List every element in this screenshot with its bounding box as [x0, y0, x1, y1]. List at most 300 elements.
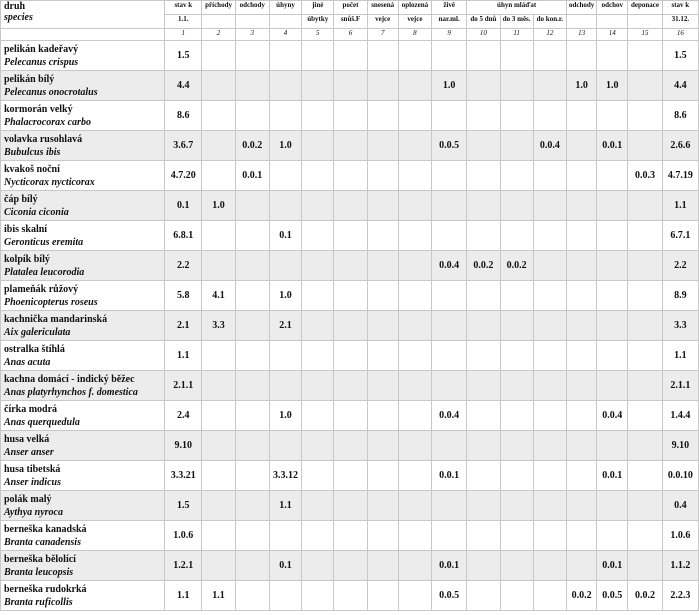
value-cell-col-13 — [566, 491, 596, 521]
value-cell-col-7 — [367, 41, 398, 71]
value-cell-col-2: 4.1 — [202, 281, 235, 311]
column-number-5: 5 — [302, 29, 334, 41]
value-cell-col-14 — [597, 101, 628, 131]
species-name-lat: Branta leucopsis — [4, 566, 74, 578]
value-cell-col-3 — [235, 521, 269, 551]
value-cell-col-9: 0.0.1 — [432, 551, 467, 581]
column-subheader-15 — [628, 15, 662, 29]
species-name-lat: Aythya nyroca — [4, 506, 63, 518]
value-cell-col-13 — [566, 371, 596, 401]
column-number-4: 4 — [269, 29, 301, 41]
table-row — [1, 551, 699, 581]
value-cell-col-7 — [367, 281, 398, 311]
value-cell-col-16: 4.7.19 — [662, 161, 698, 191]
value-cell-col-12 — [533, 71, 566, 101]
species-name-lat: Anas acuta — [4, 356, 51, 368]
value-cell-col-9: 0.0.5 — [432, 131, 467, 161]
value-cell-col-7 — [367, 131, 398, 161]
value-cell-col-5 — [302, 551, 334, 581]
value-cell-col-8 — [398, 371, 431, 401]
table-row — [1, 401, 699, 431]
value-cell-col-3 — [235, 581, 269, 611]
value-cell-col-9: 0.0.1 — [432, 461, 467, 491]
value-cell-col-8 — [398, 401, 431, 431]
column-number-13: 13 — [566, 29, 596, 41]
value-cell-col-9 — [432, 431, 467, 461]
value-cell-col-10 — [467, 41, 500, 71]
value-cell-col-11 — [500, 371, 533, 401]
value-cell-col-12 — [533, 431, 566, 461]
value-cell-col-5 — [302, 461, 334, 491]
value-cell-col-3 — [235, 221, 269, 251]
value-cell-col-14: 0.0.5 — [597, 581, 628, 611]
value-cell-col-9: 0.0.5 — [432, 581, 467, 611]
value-cell-col-12 — [533, 491, 566, 521]
value-cell-col-10 — [467, 311, 500, 341]
value-cell-col-13 — [566, 101, 596, 131]
value-cell-col-6 — [334, 491, 367, 521]
value-cell-col-6 — [334, 161, 367, 191]
value-cell-col-15 — [628, 311, 662, 341]
value-cell-col-13 — [566, 41, 596, 71]
value-cell-col-16: 4.4 — [662, 71, 698, 101]
value-cell-col-9 — [432, 221, 467, 251]
value-cell-col-14: 0.0.1 — [597, 131, 628, 161]
value-cell-col-4: 0.1 — [269, 551, 301, 581]
value-cell-col-16: 1.4.4 — [662, 401, 698, 431]
value-cell-col-8 — [398, 131, 431, 161]
species-name-lat: Anas platyrhynchos f. domestica — [4, 386, 138, 398]
species-name-cz: husa velká — [4, 433, 50, 445]
value-cell-col-8 — [398, 281, 431, 311]
value-cell-col-13 — [566, 191, 596, 221]
value-cell-col-5 — [302, 161, 334, 191]
value-cell-col-11 — [500, 311, 533, 341]
value-cell-col-12 — [533, 191, 566, 221]
value-cell-col-15 — [628, 521, 662, 551]
value-cell-col-4 — [269, 521, 301, 551]
value-cell-col-1: 3.3.21 — [165, 461, 202, 491]
table-row — [1, 311, 699, 341]
value-cell-col-2 — [202, 461, 235, 491]
value-cell-col-13 — [566, 521, 596, 551]
species-name-cz: kachnička mandarinská — [4, 313, 108, 325]
table-row — [1, 71, 699, 101]
species-name-lat: Pelecanus crispus — [4, 56, 79, 68]
value-cell-col-1: 1.5 — [165, 491, 202, 521]
value-cell-col-6 — [334, 461, 367, 491]
table-row — [1, 341, 699, 371]
value-cell-col-6 — [334, 221, 367, 251]
value-cell-col-3 — [235, 371, 269, 401]
value-cell-col-13 — [566, 311, 596, 341]
value-cell-col-14: 0.0.1 — [597, 461, 628, 491]
value-cell-col-16: 8.6 — [662, 101, 698, 131]
value-cell-col-9 — [432, 521, 467, 551]
value-cell-col-1: 6.8.1 — [165, 221, 202, 251]
value-cell-col-1: 1.5 — [165, 41, 202, 71]
value-cell-col-14 — [597, 371, 628, 401]
value-cell-col-5 — [302, 341, 334, 371]
species-cell — [1, 341, 165, 371]
value-cell-col-5 — [302, 101, 334, 131]
value-cell-col-16: 3.3 — [662, 311, 698, 341]
value-cell-col-9 — [432, 41, 467, 71]
species-header — [1, 1, 165, 29]
value-cell-col-10 — [467, 461, 500, 491]
value-cell-col-10: 0.0.2 — [467, 251, 500, 281]
value-cell-col-5 — [302, 71, 334, 101]
value-cell-col-15 — [628, 281, 662, 311]
value-cell-col-12 — [533, 581, 566, 611]
value-cell-col-10 — [467, 401, 500, 431]
value-cell-col-14 — [597, 491, 628, 521]
column-header-15: deponace — [628, 1, 662, 15]
column-header-5: jiné — [302, 1, 334, 15]
column-subheader-5: úbytky — [302, 15, 334, 29]
value-cell-col-6 — [334, 251, 367, 281]
value-cell-col-5 — [302, 191, 334, 221]
column-number-10: 10 — [467, 29, 500, 41]
value-cell-col-9 — [432, 341, 467, 371]
value-cell-col-5 — [302, 131, 334, 161]
column-subheader-7: vejce — [367, 15, 398, 29]
species-name-cz: kvakoš noční — [4, 163, 60, 175]
species-name-cz: kolpík bílý — [4, 253, 50, 265]
value-cell-col-9: 1.0 — [432, 71, 467, 101]
value-cell-col-5 — [302, 431, 334, 461]
value-cell-col-15: 0.0.2 — [628, 581, 662, 611]
column-subheader-10: do 5 dnů — [467, 15, 500, 29]
species-cell — [1, 281, 165, 311]
species-name-cz: čáp bílý — [4, 193, 38, 205]
value-cell-col-10 — [467, 101, 500, 131]
value-cell-col-11 — [500, 221, 533, 251]
species-name-lat: Bubulcus ibis — [4, 146, 61, 158]
value-cell-col-16: 1.1 — [662, 191, 698, 221]
species-name-cz: kachna domácí - indický běžec — [4, 373, 135, 385]
table-body — [1, 41, 699, 611]
value-cell-col-1: 3.6.7 — [165, 131, 202, 161]
value-cell-col-12 — [533, 371, 566, 401]
value-cell-col-6 — [334, 581, 367, 611]
column-number-9: 9 — [432, 29, 467, 41]
value-cell-col-7 — [367, 311, 398, 341]
species-name-cz: husa tibetská — [4, 463, 61, 475]
value-cell-col-13 — [566, 131, 596, 161]
species-header-lat: species — [4, 12, 33, 23]
value-cell-col-7 — [367, 341, 398, 371]
value-cell-col-3 — [235, 311, 269, 341]
value-cell-col-6 — [334, 371, 367, 401]
value-cell-col-4 — [269, 431, 301, 461]
table-row — [1, 281, 699, 311]
value-cell-col-1: 1.1 — [165, 581, 202, 611]
value-cell-col-8 — [398, 221, 431, 251]
species-cell — [1, 101, 165, 131]
species-cell — [1, 491, 165, 521]
species-name-cz: kormorán velký — [4, 103, 73, 115]
species-name-cz: ostralka štíhlá — [4, 343, 65, 355]
value-cell-col-1: 2.2 — [165, 251, 202, 281]
value-cell-col-9 — [432, 281, 467, 311]
value-cell-col-4: 2.1 — [269, 311, 301, 341]
value-cell-col-2 — [202, 401, 235, 431]
column-header-14: odchov — [597, 1, 628, 15]
value-cell-col-4: 3.3.12 — [269, 461, 301, 491]
value-cell-col-2: 1.0 — [202, 191, 235, 221]
species-name-lat: Nycticorax nycticorax — [4, 176, 95, 188]
value-cell-col-11 — [500, 491, 533, 521]
value-cell-col-9 — [432, 191, 467, 221]
value-cell-col-13 — [566, 461, 596, 491]
species-name-lat: Branta canadensis — [4, 536, 81, 548]
value-cell-col-12 — [533, 401, 566, 431]
species-cell — [1, 131, 165, 161]
value-cell-col-16: 1.5 — [662, 41, 698, 71]
value-cell-col-14 — [597, 311, 628, 341]
value-cell-col-14: 0.0.4 — [597, 401, 628, 431]
value-cell-col-6 — [334, 551, 367, 581]
value-cell-col-16: 0.0.10 — [662, 461, 698, 491]
species-name-cz: pelikán kadeřavý — [4, 43, 79, 55]
value-cell-col-15 — [628, 71, 662, 101]
value-cell-col-10 — [467, 581, 500, 611]
value-cell-col-5 — [302, 221, 334, 251]
value-cell-col-1: 4.4 — [165, 71, 202, 101]
column-number-6: 6 — [334, 29, 367, 41]
value-cell-col-11 — [500, 191, 533, 221]
column-header-1: stav k — [165, 1, 202, 15]
value-cell-col-11 — [500, 581, 533, 611]
value-cell-col-4 — [269, 191, 301, 221]
species-name-cz: plameňák růžový — [4, 283, 79, 295]
value-cell-col-11 — [500, 521, 533, 551]
species-cell — [1, 161, 165, 191]
value-cell-col-2 — [202, 551, 235, 581]
column-subheader-14 — [597, 15, 628, 29]
value-cell-col-1: 2.1 — [165, 311, 202, 341]
value-cell-col-1: 1.2.1 — [165, 551, 202, 581]
species-name-lat: Platalea leucorodia — [4, 266, 85, 278]
value-cell-col-14: 1.0 — [597, 71, 628, 101]
table-row — [1, 101, 699, 131]
value-cell-col-3 — [235, 41, 269, 71]
value-cell-col-14 — [597, 341, 628, 371]
value-cell-col-10 — [467, 191, 500, 221]
species-name-lat: Anser anser — [4, 446, 54, 458]
value-cell-col-16: 1.1 — [662, 341, 698, 371]
value-cell-col-3 — [235, 461, 269, 491]
value-cell-col-2: 1.1 — [202, 581, 235, 611]
value-cell-col-4: 1.0 — [269, 401, 301, 431]
column-subheader-2 — [202, 15, 235, 29]
column-subheader-11: do 3 měs. — [500, 15, 533, 29]
value-cell-col-2 — [202, 521, 235, 551]
value-cell-col-8 — [398, 191, 431, 221]
column-subheader-1: 1.1. — [165, 15, 202, 29]
group-header-mortality: úhyn mláďat — [467, 1, 567, 15]
column-subheader-8: vejce — [398, 15, 431, 29]
value-cell-col-3 — [235, 551, 269, 581]
species-name-cz: ibis skalní — [4, 223, 48, 235]
column-subheader-12: do kon.r. — [533, 15, 566, 29]
value-cell-col-6 — [334, 131, 367, 161]
value-cell-col-15 — [628, 401, 662, 431]
value-cell-col-5 — [302, 371, 334, 401]
species-cell — [1, 221, 165, 251]
value-cell-col-8 — [398, 551, 431, 581]
value-cell-col-7 — [367, 401, 398, 431]
value-cell-col-1: 5.8 — [165, 281, 202, 311]
value-cell-col-7 — [367, 101, 398, 131]
species-name-lat: Anas querquedula — [4, 416, 80, 428]
value-cell-col-6 — [334, 101, 367, 131]
column-subheader-13 — [566, 15, 596, 29]
value-cell-col-9 — [432, 311, 467, 341]
species-cell — [1, 401, 165, 431]
column-number-blank — [1, 29, 165, 41]
value-cell-col-12 — [533, 521, 566, 551]
value-cell-col-8 — [398, 311, 431, 341]
species-cell — [1, 551, 165, 581]
table-row — [1, 371, 699, 401]
value-cell-col-15 — [628, 491, 662, 521]
column-number-12: 12 — [533, 29, 566, 41]
value-cell-col-11 — [500, 551, 533, 581]
species-name-cz: berneška kanadská — [4, 523, 87, 535]
column-number-2: 2 — [202, 29, 235, 41]
column-subheader-3 — [235, 15, 269, 29]
column-subheader-6: snůš.F — [334, 15, 367, 29]
value-cell-col-15 — [628, 461, 662, 491]
value-cell-col-15 — [628, 341, 662, 371]
species-cell — [1, 461, 165, 491]
species-name-lat: Branta ruficollis — [4, 596, 73, 608]
value-cell-col-15 — [628, 41, 662, 71]
value-cell-col-16: 1.0.6 — [662, 521, 698, 551]
value-cell-col-16: 9.10 — [662, 431, 698, 461]
value-cell-col-2 — [202, 251, 235, 281]
value-cell-col-10 — [467, 71, 500, 101]
column-number-1: 1 — [165, 29, 202, 41]
value-cell-col-11 — [500, 41, 533, 71]
species-name-lat: Phoenicopterus roseus — [4, 296, 98, 308]
value-cell-col-10 — [467, 281, 500, 311]
value-cell-col-8 — [398, 71, 431, 101]
value-cell-col-2 — [202, 491, 235, 521]
value-cell-col-4: 0.1 — [269, 221, 301, 251]
value-cell-col-10 — [467, 161, 500, 191]
value-cell-col-6 — [334, 311, 367, 341]
value-cell-col-4 — [269, 251, 301, 281]
value-cell-col-7 — [367, 71, 398, 101]
value-cell-col-12 — [533, 161, 566, 191]
value-cell-col-12 — [533, 551, 566, 581]
value-cell-col-7 — [367, 371, 398, 401]
value-cell-col-13 — [566, 401, 596, 431]
value-cell-col-14 — [597, 251, 628, 281]
column-header-8: oplozená — [398, 1, 431, 15]
value-cell-col-11 — [500, 401, 533, 431]
species-cell — [1, 371, 165, 401]
column-subheader-9: nar.ml. — [432, 15, 467, 29]
value-cell-col-16: 0.4 — [662, 491, 698, 521]
value-cell-col-8 — [398, 461, 431, 491]
value-cell-col-2 — [202, 341, 235, 371]
value-cell-col-4: 1.0 — [269, 281, 301, 311]
value-cell-col-5 — [302, 581, 334, 611]
value-cell-col-11 — [500, 161, 533, 191]
value-cell-col-8 — [398, 161, 431, 191]
value-cell-col-2 — [202, 41, 235, 71]
value-cell-col-12 — [533, 341, 566, 371]
column-header-2: příchody — [202, 1, 235, 15]
value-cell-col-7 — [367, 581, 398, 611]
value-cell-col-8 — [398, 101, 431, 131]
value-cell-col-2 — [202, 371, 235, 401]
table-row — [1, 491, 699, 521]
value-cell-col-13 — [566, 551, 596, 581]
column-header-6: počet — [334, 1, 367, 15]
value-cell-col-5 — [302, 311, 334, 341]
value-cell-col-3 — [235, 101, 269, 131]
value-cell-col-11 — [500, 101, 533, 131]
table-row — [1, 41, 699, 71]
column-header-3: odchody — [235, 1, 269, 15]
value-cell-col-12: 0.0.4 — [533, 131, 566, 161]
value-cell-col-13: 0.0.2 — [566, 581, 596, 611]
value-cell-col-13: 1.0 — [566, 71, 596, 101]
table-row — [1, 521, 699, 551]
value-cell-col-1: 2.1.1 — [165, 371, 202, 401]
species-name-lat: Aix galericulata — [4, 326, 71, 338]
value-cell-col-3 — [235, 71, 269, 101]
value-cell-col-7 — [367, 431, 398, 461]
value-cell-col-15 — [628, 221, 662, 251]
value-cell-col-11: 0.0.2 — [500, 251, 533, 281]
value-cell-col-6 — [334, 401, 367, 431]
value-cell-col-6 — [334, 521, 367, 551]
value-cell-col-11 — [500, 341, 533, 371]
value-cell-col-12 — [533, 461, 566, 491]
value-cell-col-13 — [566, 161, 596, 191]
value-cell-col-6 — [334, 431, 367, 461]
column-header-7: snesená — [367, 1, 398, 15]
species-name-lat: Phalacrocorax carbo — [4, 116, 91, 128]
value-cell-col-8 — [398, 431, 431, 461]
value-cell-col-7 — [367, 251, 398, 281]
table-row — [1, 581, 699, 611]
value-cell-col-12 — [533, 281, 566, 311]
column-number-11: 11 — [500, 29, 533, 41]
value-cell-col-1: 1.0.6 — [165, 521, 202, 551]
value-cell-col-4: 1.1 — [269, 491, 301, 521]
value-cell-col-3 — [235, 281, 269, 311]
value-cell-col-13 — [566, 251, 596, 281]
value-cell-col-4 — [269, 581, 301, 611]
value-cell-col-14 — [597, 521, 628, 551]
value-cell-col-15 — [628, 251, 662, 281]
value-cell-col-3: 0.0.1 — [235, 161, 269, 191]
value-cell-col-15 — [628, 551, 662, 581]
value-cell-col-7 — [367, 551, 398, 581]
value-cell-col-13 — [566, 221, 596, 251]
value-cell-col-15 — [628, 191, 662, 221]
value-cell-col-7 — [367, 221, 398, 251]
value-cell-col-9: 0.0.4 — [432, 401, 467, 431]
column-number-7: 7 — [367, 29, 398, 41]
